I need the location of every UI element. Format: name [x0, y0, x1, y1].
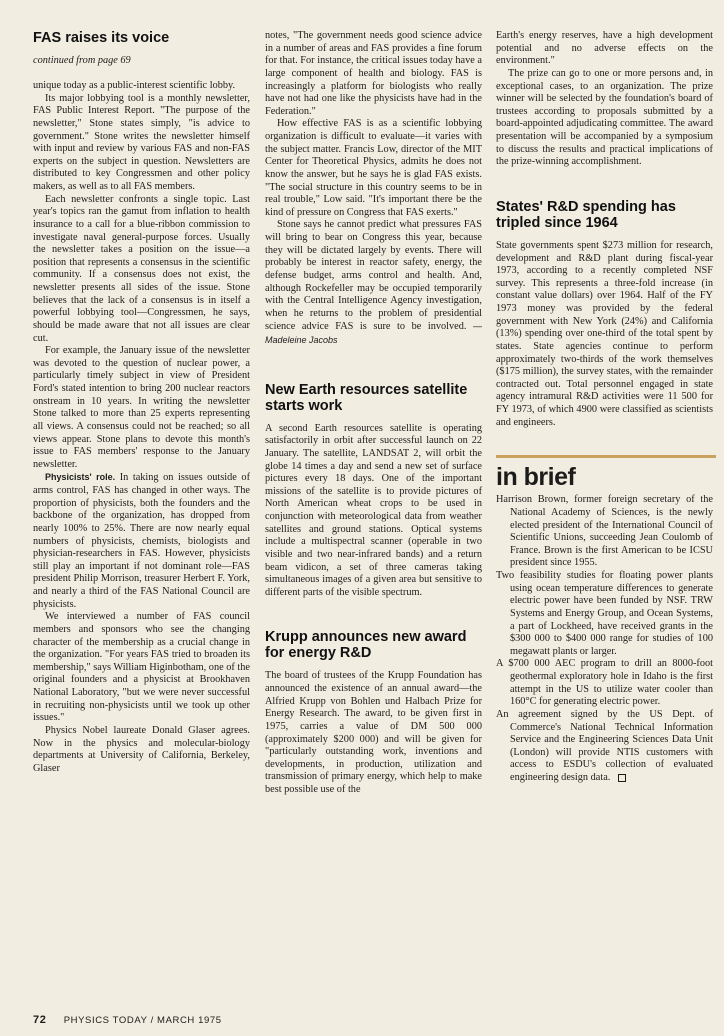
- paragraph: Its major lobbying tool is a monthly newsletter, FAS Public Interest Report. "The purpose of the newsletter," Stone states simply, "is advice to government." Stone writes the newsletter himself with input and review by various FAS and non-FAS experts on the subject in question. Newsletters are distributed to key Congressmen and other policy makers, as well as to all FAS members.: [33, 92, 250, 192]
- paragraph: A second Earth resources satellite is operating satisfactorily in orbit after successful launch on 22 January. The satellite, LANDSAT 2, will orbit the globe 14 times a day and send a new set of surface pictures every 18 days. One of the important missions of the satellite is to provide pictures of North American wheat crops to be used in conjunction with meteorological data from weather satellites and ground stations. Optical systems include a multispectral scanner (operable in two visible and two near-infrared bands) and a return beam vidicon, a set of three cameras taking simultaneous images of a given area but sensitive to different parts of the visible spectrum.: [265, 422, 482, 598]
- paragraph: The prize can go to one or more persons and, in exceptional cases, to an organization. The prize winner will be selected by the foundation's board of trustees according to proposals submitted by a board-appointed adjudicating committee. The award presentation will be accompanied by a symposium to discuss the results and practical implications of the prize-winning accomplishment.: [496, 67, 713, 168]
- column-1: [33, 30, 250, 775]
- paragraph: Physics Nobel laureate Donald Glaser agrees. Now in the physics and molecular-biology departments at University of California, Berkeley, Glaser: [33, 724, 250, 774]
- article-title-krupp: Krupp announces new award for energy R&D: [265, 629, 467, 662]
- brief-item: Harrison Brown, former foreign secretary of the National Academy of Sciences, is the newly elected president of the International Council of Scientific Unions, succeeding Jean Coulomb of France. Brown is the first American to be ICSU president since 1955.: [496, 494, 713, 569]
- paragraph: State governments spent $273 million for research, development and R&D plant during fiscal-year 1973, according to a recently completed NSF survey. This represents a three-fold increase (in constant value dollars) over 1964. Half of the FY 1973 money was provided by the federal government with New York (24%) and California (13%) spending over one-third of the total spent by states. State agencies continue to perform approximately two-thirds of the work themselves ($175 million), the survey states, with the remainder contracted out. Total personnel engaged in state agency intramural R&D activities were 11 500 for FY 1973, of which 4900 were classified as scientists and engineers.: [496, 239, 713, 428]
- brief-item: Two feasibility studies for floating power plants using ocean temperature differences to generate electric power have been funded by NSF. TRW Systems and Energy Group, and Ocean Systems, a part of Lockheed, have received grants in the $300 000 to $400 000 range for studies of 100 megawatt plants or larger.: [496, 570, 713, 657]
- byline: —Madeleine Jacobs: [265, 321, 482, 345]
- continued-note: continued from page 69: [33, 55, 131, 66]
- article-title-states: States' R&D spending has tripled since 1964: [496, 198, 676, 231]
- paragraph: notes, "The government needs good science advice in a number of areas and FAS provides a fine forum for that. For instance, the critical issues today have a large component of health and biology. FAS is increasingly a platform for biologists who really have not had one like the physicists have had in the Federation.": [265, 30, 482, 117]
- paragraph: Earth's energy reserves, have a high development potential and no adverse effects on the environment.": [496, 30, 713, 67]
- runin-heading: Physicists' role.: [45, 472, 116, 483]
- article-title-fas: FAS raises its voice: [33, 30, 170, 46]
- end-mark-icon: [618, 774, 626, 782]
- column-2: [265, 30, 482, 797]
- article-title-landsat: New Earth resources satellite starts work: [265, 381, 468, 414]
- paragraph: The board of trustees of the Krupp Foundation has announced the existence of an annual award—the Alfried Krupp von Bohlen und Halbach Prize for Energy Research. The award, to be given first in 1975, carries a value of DM 500 000 (approximately $200 000) and will be given for "particularly outstanding work, inventions and developments, in production, utilization and transmission of primary energy, which help to make best possible use of the: [265, 670, 482, 795]
- brief-item: [496, 709, 713, 785]
- column-3: [496, 30, 713, 785]
- journal-name: PHYSICS TODAY / MARCH 1975: [63, 1015, 222, 1026]
- page-footer: [33, 1014, 222, 1026]
- page-number: 72: [33, 1014, 47, 1026]
- paragraph: Each newsletter confronts a single topic. Last year's topics ran the gamut from inflation to health insurance to a call for a blue-ribbon commission to investigate naval general-purpose forces. Usually the newsletter takes a position on the issue—a position that represents a consensus in the scientific community. If a consensus does not exist, the newsletter presents all sides of the issue. Stone believes that the lack of a consensus is in itself a powerful lobbying tool—Congressmen, he says, should be made aware that not all issues are clear cut.: [33, 193, 250, 344]
- paragraph-physicists-role: [33, 471, 250, 611]
- brief-text: An agreement signed by the US Dept. of Commerce's National Technical Information Service and the Engineering Sciences Data Unit (London) will provide NTIS customers with access to ESDU's collection of evaluated engineering design data.: [496, 708, 713, 783]
- paragraph: For example, the January issue of the newsletter was devoted to the question of nuclear power, a particularly timely subject in view of President Ford's stated intention to bring 200 nuclear reactors onstream in 10 years. In writing the newsletter Stone talked to more than 25 experts representing all views. A consensus could not be reached; so all views appear. Stone plans to devote this month's issue to FAS members' response to the January newsletter.: [33, 345, 250, 470]
- section-rule: [496, 455, 716, 458]
- brief-item: A $700 000 AEC program to drill an 8000-foot geothermal exploratory hole in Idaho is the first attempt in the US to utilize water cooler than 160°C for generating electric power.: [496, 658, 713, 708]
- paragraph: How effective FAS is as a scientific lobbying organization is difficult to evaluate—it varies with the subject matter. Francis Low, director of the MIT Center for Theoretical Physics, admits he does not know the answer, but he says he is glad FAS exists. "The social structure in this country seems to be in real trouble," Low said. "It's important there be the kind of pressure on Congress that FAS exerts.": [265, 118, 482, 218]
- paragraph: unique today as a public-interest scientific lobby.: [33, 80, 236, 91]
- in-brief-section: [496, 455, 713, 784]
- runin-text: In taking on issues outside of arms control, FAS has changed in other ways. The proportion of physicists, both the founders and the backbone of the organization, has dropped from nearly 100% to 25%. There are now nearly equal numbers of physicists, chemists, biologists and physician-researchers in FAS. However, physicists still play an important if not dominant role—FAS president Philip Morrison, treasurer Herbert F. York, and nearly a third of the FAS National Council are physicists.: [33, 472, 251, 610]
- in-brief-title: in brief: [496, 463, 576, 492]
- paragraph: We interviewed a number of FAS council members and sponsors who see the changing character of the membership as a crucial change in the organization. "For years FAS tried to broaden its membership," says William Higinbotham, one of the original founders and a physicist at Brookhaven National Laboratory, "but we were never successful in recruiting non-physicists until we took up other issues.": [33, 611, 250, 724]
- paragraph: [265, 219, 482, 347]
- paragraph-text: Stone says he cannot predict what pressures FAS will bring to bear on Congress this year, because they will be dictated largely by events. There will probably be interest in reactor safety, energy, the defense budget, arms control and health. And, although Rockefeller may be occupied temporarily with the Central Intelligence Agency investigation, when he returns to the problem of presidential science advice FAS is sure to be involved.: [265, 219, 482, 333]
